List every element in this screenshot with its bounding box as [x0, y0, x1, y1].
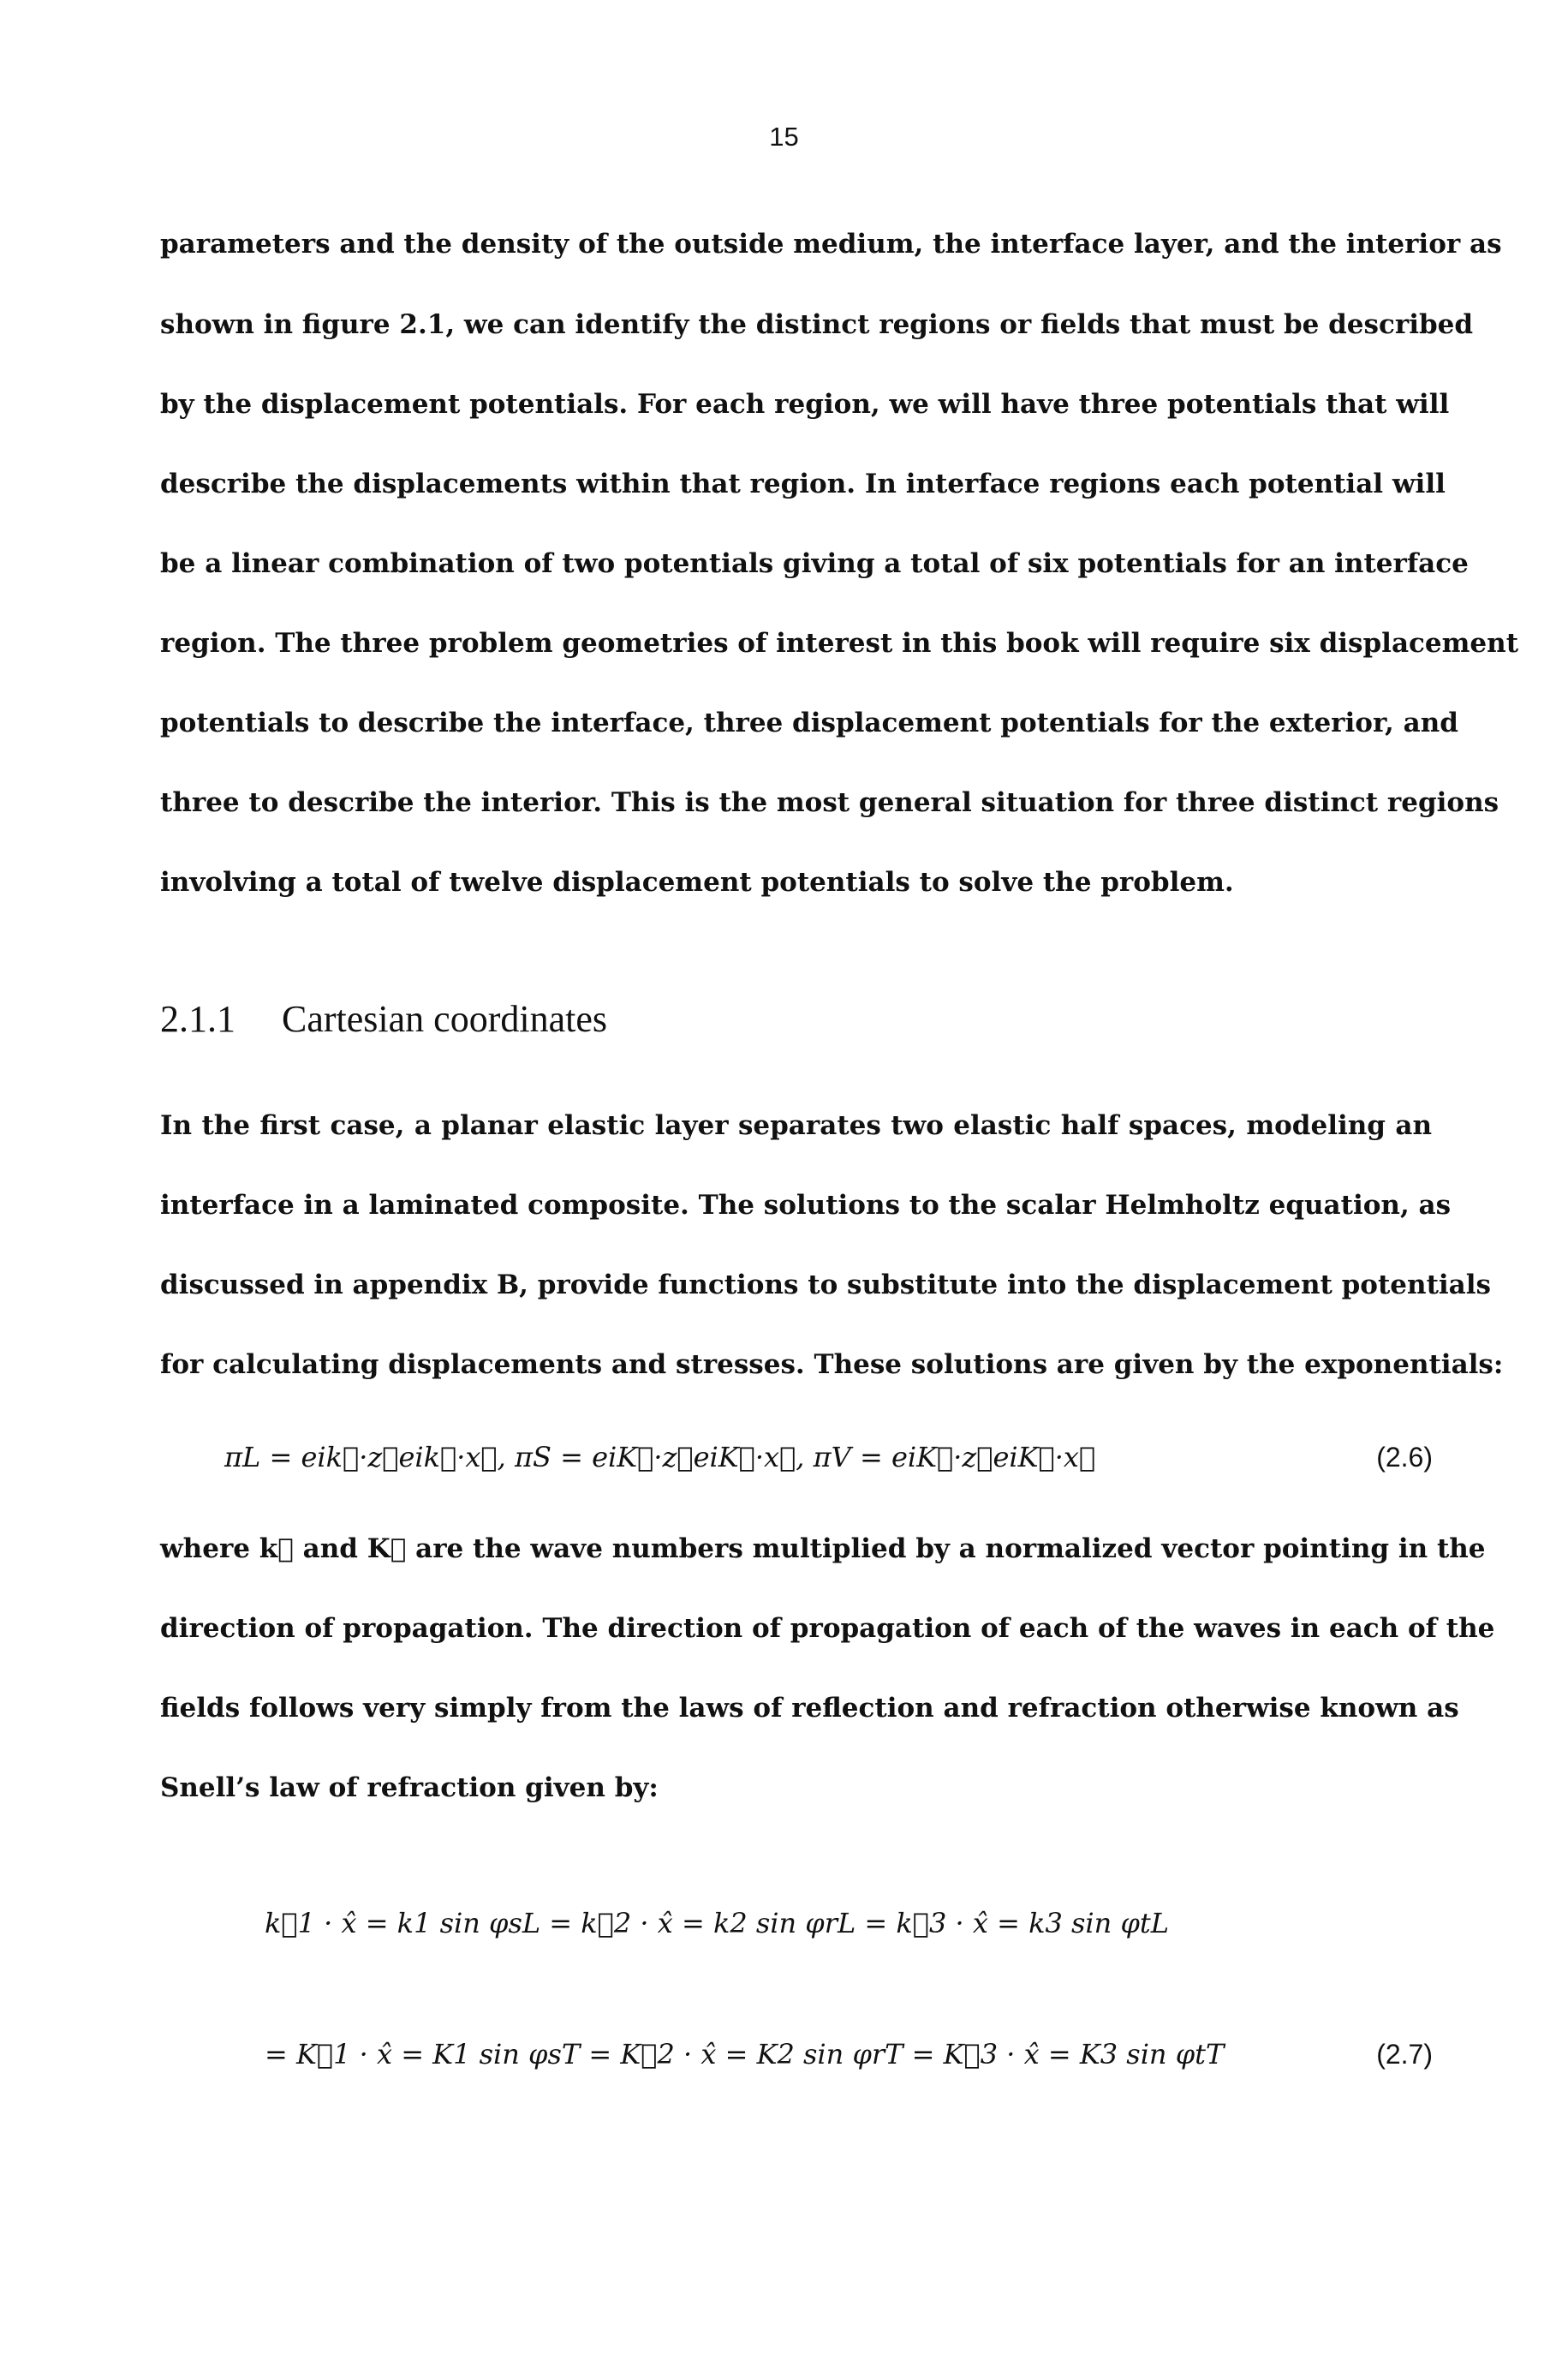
- page-number: 15: [769, 122, 799, 152]
- section-number: 2.1.1: [160, 998, 235, 1040]
- paragraph-line: In the first case, a planar elastic layer separates two elastic half spaces, modeling an: [160, 1110, 1432, 1141]
- section-title: Cartesian coordinates: [282, 998, 607, 1040]
- paragraph-line: direction of propagation. The direction of propagation of each of the waves in each of the: [160, 1613, 1495, 1644]
- equation-2-7-line-1: k⃗1 · x̂ = k1 sin φsL = k⃗2 · x̂ = k2 sin φrL = k⃗3 · x̂ = k3 sin φtL: [265, 1907, 1169, 1939]
- paragraph-line: describe the displacements within that region. In interface regions each potential will: [160, 469, 1446, 499]
- equation-2-6: πL = eik⃗·z⃗eik⃗·x⃗, πS = eiK⃗·z⃗eiK⃗·x⃗, πV = eiK⃗·z⃗eiK⃗·x⃗: [224, 1441, 1096, 1473]
- paragraph-line: discussed in appendix B, provide functions to substitute into the displacement potentials: [160, 1270, 1491, 1300]
- paragraph-line: Snell’s law of refraction given by:: [160, 1772, 659, 1803]
- paragraph-line: parameters and the density of the outside medium, the interface layer, and the interior as: [160, 229, 1502, 260]
- equation-number-2-6: (2.6): [1376, 1442, 1433, 1473]
- section-heading: [160, 994, 607, 1045]
- paragraph-line: shown in figure 2.1, we can identify the distinct regions or fields that must be described: [160, 309, 1474, 340]
- paragraph-line: be a linear combination of two potentials giving a total of six potentials for an interface: [160, 548, 1469, 579]
- equation-2-7-line-2: = K⃗1 · x̂ = K1 sin φsT = K⃗2 · x̂ = K2 sin φrT = K⃗3 · x̂ = K3 sin φtT: [265, 2038, 1225, 2070]
- paragraph-line: three to describe the interior. This is the most general situation for three distinct regions: [160, 787, 1499, 818]
- paragraph-line: potentials to describe the interface, three displacement potentials for the exterior, and: [160, 708, 1458, 738]
- paragraph-line: where k⃗ and K⃗ are the wave numbers multiplied by a normalized vector pointing in the: [160, 1533, 1486, 1564]
- paragraph-line: fields follows very simply from the laws of reflection and refraction otherwise known as: [160, 1693, 1459, 1724]
- equation-number-2-7: (2.7): [1376, 2039, 1433, 2070]
- paragraph-line: region. The three problem geometries of interest in this book will require six displacement: [160, 628, 1519, 659]
- paragraph-line: involving a total of twelve displacement potentials to solve the problem.: [160, 867, 1234, 898]
- paragraph-line: interface in a laminated composite. The solutions to the scalar Helmholtz equation, as: [160, 1190, 1452, 1221]
- paragraph-line: for calculating displacements and stresses. These solutions are given by the exponentials:: [160, 1349, 1504, 1380]
- paragraph-line: by the displacement potentials. For each region, we will have three potentials that will: [160, 389, 1450, 420]
